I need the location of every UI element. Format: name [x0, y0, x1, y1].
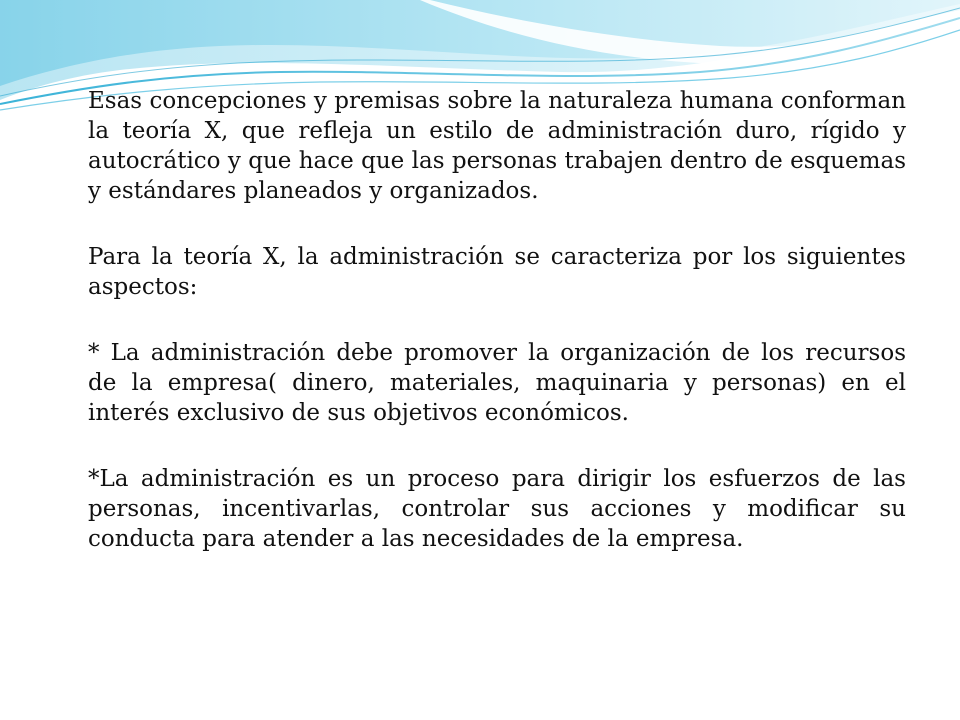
paragraph-2: Para la teoría X, la administración se caracteriza por los siguientes aspectos:: [88, 244, 906, 300]
paragraph-4: *La administración es un proceso para dirigir los esfuerzos de las personas, incentivarlas, controlar sus acciones y modificar su conducta para atender a las necesidades de la empresa.: [88, 466, 906, 552]
slide-body-text: [88, 86, 906, 590]
paragraph-1: Esas concepciones y premisas sobre la naturaleza humana conforman la teoría X, que refleja un estilo de administración duro, rígido y autocrático y que hace que las personas trabajen dentro de esquemas y estándares planeados y organizados.: [88, 88, 906, 204]
paragraph-3: * La administración debe promover la organización de los recursos de la empresa( dinero, materiales, maquinaria y personas) en el interés exclusivo de sus objetivos económicos.: [88, 340, 906, 426]
